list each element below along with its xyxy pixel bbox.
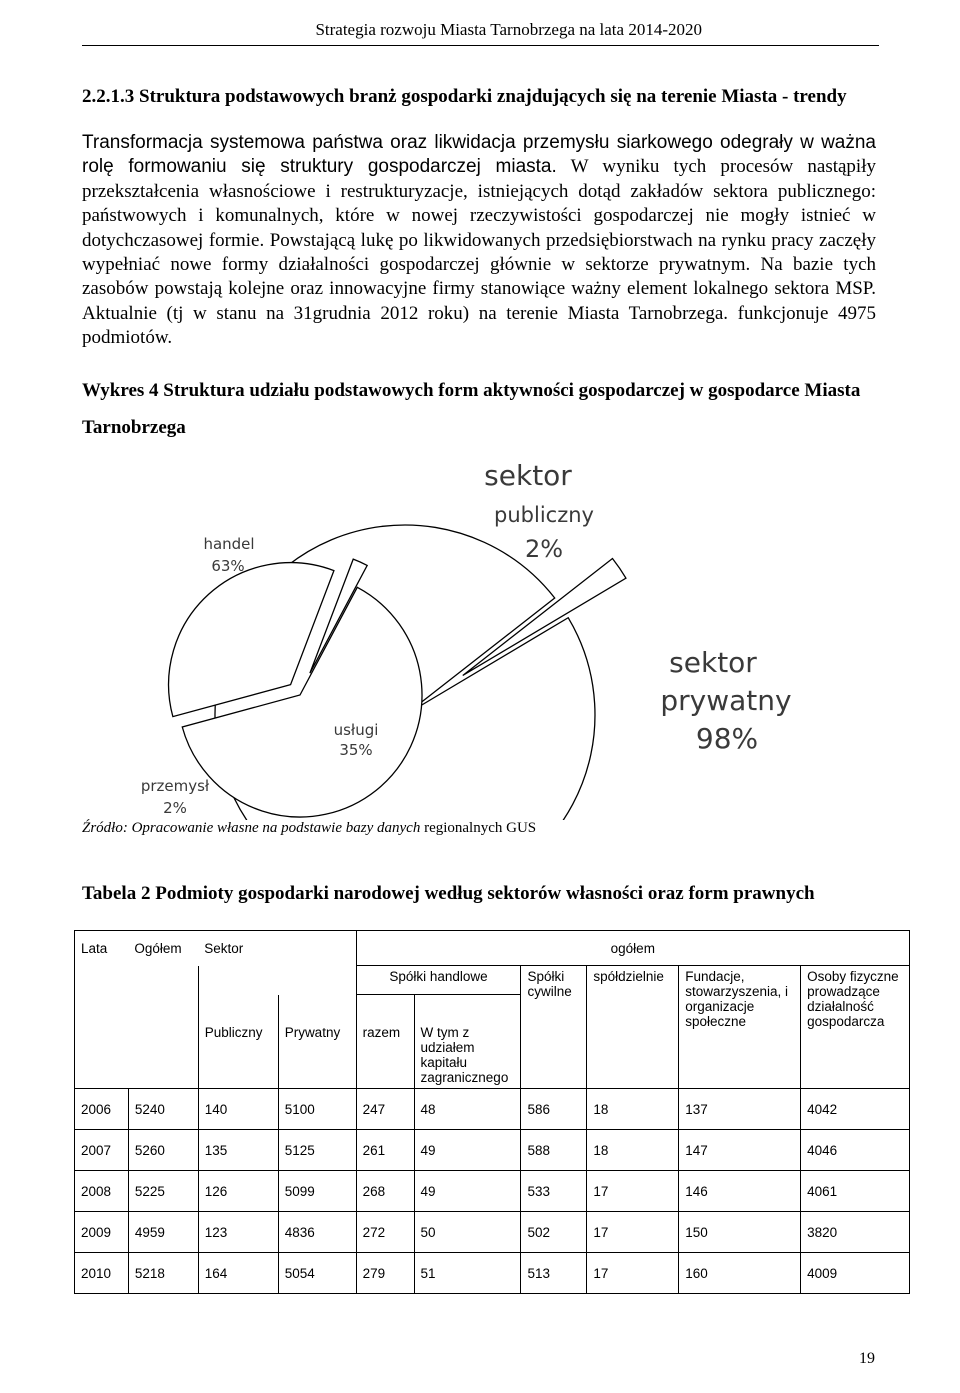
table-cell: 18: [587, 1130, 679, 1171]
entities-table: [74, 930, 910, 1294]
table-cell: 272: [356, 1212, 414, 1253]
table-cell: 126: [198, 1171, 278, 1212]
table-cell: 18: [587, 1089, 679, 1130]
table-cell: 5225: [128, 1171, 198, 1212]
source-italic: Źródło: Opracowanie własne na podstawie bazy danych: [82, 820, 421, 836]
table-cell: 588: [521, 1130, 587, 1171]
header-prywatny: Prywatny: [278, 995, 356, 1089]
header-empty-b: [128, 966, 198, 995]
table-header-row-1: [75, 931, 910, 966]
header-spoldzielnie: spółdzielnie: [587, 966, 679, 1089]
table-cell: 268: [356, 1171, 414, 1212]
przemysl-label: przemysł: [140, 777, 210, 795]
page-number: 19: [859, 1350, 875, 1367]
table-cell: 5100: [278, 1089, 356, 1130]
table-cell: 49: [414, 1130, 521, 1171]
public-sector-label-line1: sektor: [484, 459, 572, 492]
header-empty-d: [75, 995, 199, 1089]
body-paragraph: [82, 131, 876, 351]
table-cell: 17: [587, 1253, 679, 1294]
table-cell: 533: [521, 1171, 587, 1212]
table-cell: 5099: [278, 1171, 356, 1212]
table-cell: 502: [521, 1212, 587, 1253]
table-cell: 2010: [75, 1253, 129, 1294]
table-cell: 5054: [278, 1253, 356, 1294]
table-cell: 17: [587, 1212, 679, 1253]
running-header: Strategia rozwoju Miasta Tarnobrzega na lata 2014-2020: [315, 20, 702, 39]
source-plain: regionalnych GUS: [420, 820, 537, 836]
table-cell: 4061: [801, 1171, 910, 1212]
table-row: [75, 1089, 910, 1130]
table-cell: 2008: [75, 1171, 129, 1212]
table-cell: 261: [356, 1130, 414, 1171]
table-cell: 5240: [128, 1089, 198, 1130]
header-ogolem-group: ogółem: [356, 931, 909, 966]
table-cell: 164: [198, 1253, 278, 1294]
table-cell: 4959: [128, 1212, 198, 1253]
handel-label: handel: [203, 535, 255, 553]
table-cell: 17: [587, 1171, 679, 1212]
table-cell: 4836: [278, 1212, 356, 1253]
table-cell: 2007: [75, 1130, 129, 1171]
body-text-sans: Transformacja systemowa państwa oraz likwidacja przemysłu siarkowego odegrały w ważna rolę formowaniu się struktury gospodarczej miasta.: [82, 132, 876, 178]
table-cell: 2006: [75, 1089, 129, 1130]
table-cell: 50: [414, 1212, 521, 1253]
header-razem: razem: [356, 995, 414, 1089]
private-sector-value: 98%: [695, 722, 759, 755]
table-cell: 3820: [801, 1212, 910, 1253]
table-cell: 160: [679, 1253, 801, 1294]
header-osoby-fizyczne: Osoby fizyczne prowadzące działalność gospodarcza: [801, 966, 910, 1089]
table-cell: 586: [521, 1089, 587, 1130]
table-cell: 247: [356, 1089, 414, 1130]
header-lata: Lata: [75, 931, 129, 966]
header-empty-a: [75, 966, 129, 995]
table-cell: 150: [679, 1212, 801, 1253]
table-cell: 5125: [278, 1130, 356, 1171]
pie-charts: [0, 450, 960, 820]
table-cell: 123: [198, 1212, 278, 1253]
public-sector-value: 2%: [524, 535, 564, 563]
private-sector-label-line2: prywatny: [660, 684, 792, 717]
uslugi-label: usługi: [333, 721, 379, 739]
table-cell: 5218: [128, 1253, 198, 1294]
table-caption: Tabela 2 Podmioty gospodarki narodowej według sektorów własności oraz form prawnych: [82, 883, 815, 904]
table-cell: 4046: [801, 1130, 910, 1171]
table-cell: 135: [198, 1130, 278, 1171]
header-publiczny: Publiczny: [198, 995, 278, 1089]
table-cell: 51: [414, 1253, 521, 1294]
przemysl-value: 2%: [163, 799, 187, 817]
table-cell: 513: [521, 1253, 587, 1294]
header-sektor: Sektor: [198, 931, 356, 966]
uslugi-value: 35%: [339, 741, 373, 759]
chart-caption: Wykres 4 Struktura udziału podstawowych form aktywności gospodarczej w gospodarce Miasta Tarnobrzega: [82, 380, 861, 438]
header-empty-c: [198, 966, 356, 995]
table-cell: 4009: [801, 1253, 910, 1294]
figure-source-note: [82, 820, 536, 837]
table-cell: 147: [679, 1130, 801, 1171]
header-spolki-cywilne: Spółki cywilne: [521, 966, 587, 1089]
header-ogolem: Ogółem: [128, 931, 198, 966]
table-row: [75, 1130, 910, 1171]
table-cell: 146: [679, 1171, 801, 1212]
header-fundacje: Fundacje, stowarzyszenia, i organizacje społeczne: [679, 966, 801, 1089]
table-header-row-2: [75, 966, 910, 995]
body-text-serif: W wyniku tych procesów nastąpiły przekształcenia własnościowe i restrukturyzacje, istniejących dotąd zakładów sektora publicznego: państwowych i komunalnych, które w nowej rzeczywistości gospodarczej nie mogły istnieć w dotychczasowej formie. Powstającą lukę po likwidowanych przedsiębiorstwach na rynku pracy zaczęły wypełniać nowe formy działalności gospodarczej głównie w sektorze prywatnym. Na bazie tych zasobów powstają kolejne oraz innowacyjne firmy stanowiące ważny element lokalnego sektora MSP. Aktualnie (tj w stanu na 31grudnia 2012 roku) na terenie Miasta Tarnobrzega. funkcjonuje 4975 podmiotów.: [82, 156, 876, 349]
table-cell: 49: [414, 1171, 521, 1212]
header-w-tym: W tym z udziałem kapitału zagranicznego: [414, 995, 521, 1089]
public-sector-label-line2: publiczny: [494, 503, 594, 527]
table-cell: 140: [198, 1089, 278, 1130]
table-row: [75, 1171, 910, 1212]
section-heading: 2.2.1.3 Struktura podstawowych branż gospodarki znajdujących się na terenie Miasta - trendy: [82, 86, 847, 107]
table-body: [75, 1089, 910, 1294]
table-cell: 137: [679, 1089, 801, 1130]
handel-value: 63%: [211, 557, 245, 575]
table-cell: 279: [356, 1253, 414, 1294]
table-cell: 5260: [128, 1130, 198, 1171]
table-row: [75, 1212, 910, 1253]
table-row: [75, 1253, 910, 1294]
table-cell: 2009: [75, 1212, 129, 1253]
header-rule: [82, 45, 879, 46]
private-sector-label-line1: sektor: [669, 646, 757, 679]
table-cell: 4042: [801, 1089, 910, 1130]
header-spolki-handlowe: Spółki handlowe: [356, 966, 521, 995]
table-cell: 48: [414, 1089, 521, 1130]
